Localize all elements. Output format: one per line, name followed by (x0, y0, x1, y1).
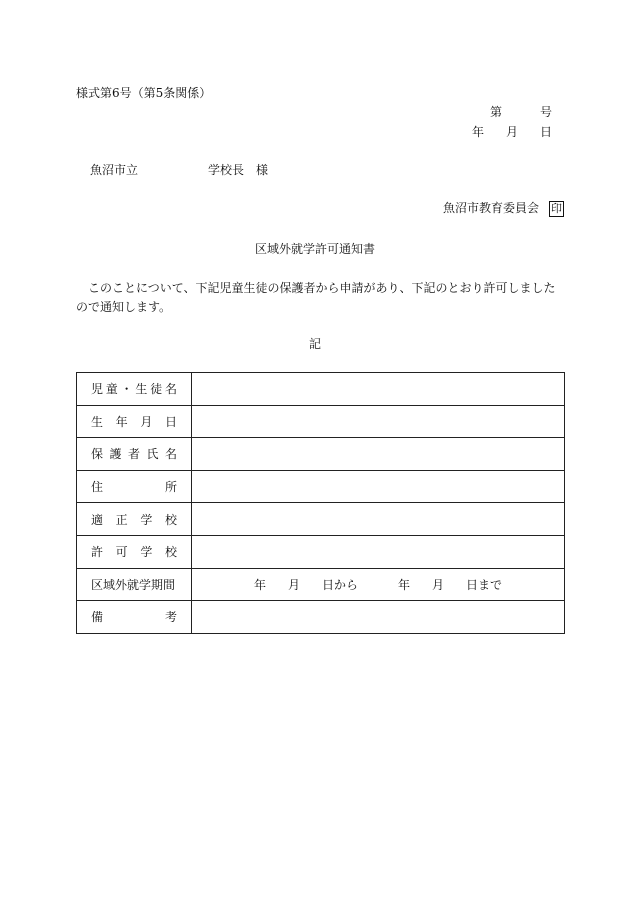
document-number (490, 105, 552, 119)
row-value-address[interactable] (192, 470, 565, 503)
table-row (77, 438, 565, 471)
row-value-student-name[interactable] (192, 373, 565, 406)
row-label-address: 住所 (77, 470, 192, 503)
row-value-birthdate[interactable] (192, 405, 565, 438)
table-row (77, 405, 565, 438)
date-month: 月 (505, 125, 518, 139)
recipient-honorific: 様 (256, 163, 269, 177)
row-label-remarks: 備考 (77, 601, 192, 634)
table-row (77, 373, 565, 406)
form-number: 様式第6号（第5条関係） (76, 86, 212, 100)
body-paragraph: このことについて、下記児童生徒の保護者から申請があり、下記のとおり許可しましたので通知します。 (76, 281, 556, 314)
seal-stamp: 印 (551, 202, 562, 215)
period-to-year: 年 (398, 577, 411, 592)
date-year: 年 (471, 125, 484, 139)
table-row (77, 601, 565, 634)
document-title: 区域外就学許可通知書 (254, 242, 375, 256)
row-value-permitted-school[interactable] (192, 535, 565, 568)
period-to-day: 日まで (466, 577, 503, 592)
table-row (77, 503, 565, 536)
document-date (472, 125, 552, 139)
row-value-period[interactable] (192, 568, 565, 601)
table-row (77, 470, 565, 503)
row-label-designated-school: 適正学校 (77, 503, 192, 536)
ki-heading: 記 (308, 337, 321, 351)
row-label-birthdate: 生年月日 (77, 405, 192, 438)
doc-number-prefix: 第 (489, 105, 502, 119)
period-to-month: 月 (432, 577, 445, 592)
row-value-guardian-name[interactable] (192, 438, 565, 471)
sender-name: 魚沼市教育委員会 (442, 201, 539, 215)
row-label-student-name: 児童・生徒名 (77, 373, 192, 406)
row-label-guardian-name: 保護者氏名 (77, 438, 192, 471)
period-from-year: 年 (253, 577, 266, 592)
period-from-month: 月 (287, 577, 300, 592)
info-table (76, 372, 565, 634)
doc-number-suffix: 号 (539, 105, 552, 119)
row-value-designated-school[interactable] (192, 503, 565, 536)
recipient-school-principal: 学校長 (208, 163, 245, 177)
row-label-period: 区域外就学期間 (77, 568, 192, 601)
date-day: 日 (539, 125, 552, 139)
recipient-city-prefix: 魚沼市立 (90, 163, 139, 177)
table-row (77, 535, 565, 568)
period-from-day: 日から (321, 577, 358, 592)
row-value-remarks[interactable] (192, 601, 565, 634)
table-row (77, 568, 565, 601)
recipient-line (90, 163, 268, 177)
row-label-permitted-school: 許可学校 (77, 535, 192, 568)
sender-line (443, 201, 564, 217)
